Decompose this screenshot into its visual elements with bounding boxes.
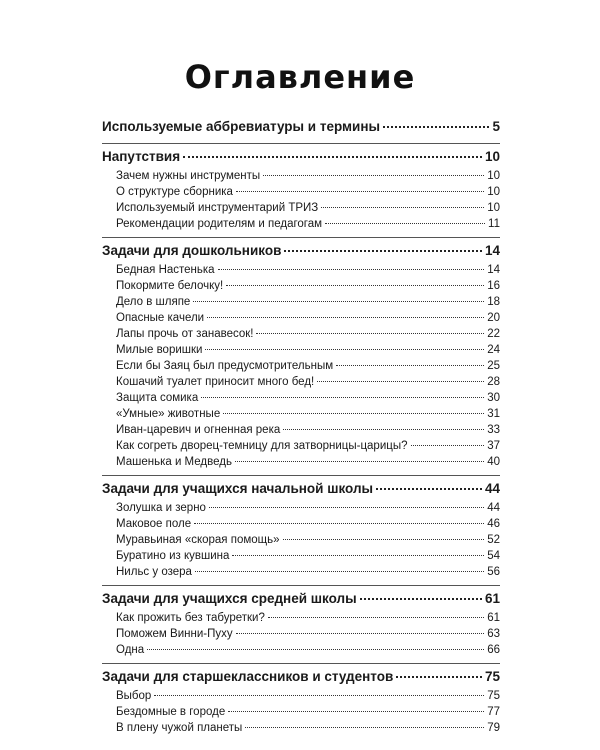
entry-title: Иван-царевич и огненная река <box>116 424 281 436</box>
entry-page-number: 61 <box>487 612 500 624</box>
entry-page-number: 22 <box>487 328 500 340</box>
toc-entry <box>102 612 500 628</box>
entry-title: Одна <box>116 644 145 656</box>
dot-leader <box>376 488 482 490</box>
toc-entry <box>102 440 500 456</box>
entry-title: «Умные» животные <box>116 408 221 420</box>
dot-leader <box>284 250 482 252</box>
dot-leader <box>245 727 484 728</box>
dot-leader <box>218 269 485 270</box>
toc-section-heading <box>102 243 500 264</box>
dot-leader <box>154 695 484 696</box>
entry-title: Милые воришки <box>116 344 203 356</box>
toc-section-heading <box>102 669 500 690</box>
section-title: Используемые аббревиатуры и термины <box>102 119 381 134</box>
entry-page-number: 11 <box>488 218 500 230</box>
dot-leader <box>183 156 482 158</box>
entry-title: Поможем Винни-Пуху <box>116 628 233 640</box>
entry-title: Выбор <box>116 690 152 702</box>
toc-entry <box>102 202 500 218</box>
dot-leader <box>195 571 484 572</box>
entry-page-number: 14 <box>487 264 500 276</box>
section-page-number: 10 <box>484 149 500 164</box>
dot-leader <box>209 507 484 508</box>
toc-entry <box>102 312 500 328</box>
toc-entry <box>102 534 500 550</box>
toc-section-heading <box>102 149 500 170</box>
section-page-number: 75 <box>484 669 500 684</box>
toc-entry <box>102 328 500 344</box>
entry-title: Как прожить без табуретки? <box>116 612 265 624</box>
entry-title: Если бы Заяц был предусмотрительным <box>116 360 334 372</box>
entry-title: Зачем нужны инструменты <box>116 170 261 182</box>
dot-leader <box>193 301 484 302</box>
toc-entry <box>102 408 500 424</box>
entry-page-number: 56 <box>487 566 500 578</box>
dot-leader <box>283 429 484 430</box>
entry-title: Бедная Настенька <box>116 264 215 276</box>
entry-page-number: 63 <box>487 628 500 640</box>
entry-title: Нильс у озера <box>116 566 192 578</box>
dot-leader <box>207 317 484 318</box>
toc-entry <box>102 186 500 202</box>
dot-leader <box>283 539 485 540</box>
toc-entry <box>102 566 500 582</box>
entry-title: Бездомные в городе <box>116 706 226 718</box>
dot-leader <box>205 349 484 350</box>
page-title: Оглавление <box>184 58 416 96</box>
toc-entry <box>102 502 500 518</box>
entry-title: Кошачий туалет приносит много бед! <box>116 376 315 388</box>
dot-leader <box>263 175 484 176</box>
entry-page-number: 10 <box>487 170 500 182</box>
toc-entry <box>102 344 500 360</box>
entry-title: Лапы прочь от занавесок! <box>116 328 254 340</box>
entry-page-number: 66 <box>487 644 500 656</box>
entry-title: Покормите белочку! <box>116 280 224 292</box>
entry-page-number: 33 <box>487 424 500 436</box>
toc-entry <box>102 690 500 706</box>
entry-page-number: 30 <box>487 392 500 404</box>
dot-leader <box>268 617 484 618</box>
dot-leader <box>317 381 484 382</box>
toc-section-heading <box>102 119 500 140</box>
dot-leader <box>383 126 489 128</box>
entry-title: Машенька и Медведь <box>116 456 232 468</box>
dot-leader <box>321 207 484 208</box>
toc-entry <box>102 264 500 280</box>
entry-title: О структуре сборника <box>116 186 233 198</box>
entry-page-number: 40 <box>487 456 500 468</box>
dot-leader <box>232 555 484 556</box>
entry-page-number: 75 <box>487 690 500 702</box>
toc-entry <box>102 722 500 738</box>
section-title: Напутствия <box>102 149 181 164</box>
toc-entry <box>102 628 500 644</box>
section-page-number: 44 <box>484 481 500 496</box>
toc-entry <box>102 170 500 186</box>
toc-section-heading <box>102 481 500 502</box>
dot-leader <box>226 285 484 286</box>
entry-title: Золушка и зерно <box>116 502 206 514</box>
entry-page-number: 16 <box>487 280 500 292</box>
entry-title: Буратино из кувшина <box>116 550 230 562</box>
dot-leader <box>228 711 484 712</box>
toc-entry <box>102 424 500 440</box>
entry-page-number: 44 <box>487 502 500 514</box>
toc-section <box>102 591 500 664</box>
toc-entry <box>102 360 500 376</box>
toc-entry <box>102 296 500 312</box>
toc-section <box>102 149 500 238</box>
toc-entry <box>102 280 500 296</box>
entry-page-number: 52 <box>487 534 500 546</box>
section-page-number: 5 <box>492 119 500 134</box>
section-title: Задачи для старшеклассников и студентов <box>102 669 394 684</box>
toc-section <box>102 481 500 586</box>
entry-page-number: 20 <box>487 312 500 324</box>
dot-leader <box>336 365 484 366</box>
section-title: Задачи для учащихся начальной школы <box>102 481 374 496</box>
toc-section <box>102 243 500 476</box>
dot-leader <box>256 333 484 334</box>
dot-leader <box>325 223 485 224</box>
entry-page-number: 10 <box>487 202 500 214</box>
toc-entry <box>102 456 500 472</box>
dot-leader <box>201 397 484 398</box>
dot-leader <box>223 413 484 414</box>
dot-leader <box>411 445 485 446</box>
toc-entry <box>102 218 500 234</box>
toc-entry <box>102 376 500 392</box>
entry-page-number: 54 <box>487 550 500 562</box>
dot-leader <box>396 676 482 678</box>
toc-entry <box>102 644 500 660</box>
dot-leader <box>147 649 484 650</box>
entry-page-number: 24 <box>487 344 500 356</box>
toc-entry <box>102 518 500 534</box>
dot-leader <box>236 633 485 634</box>
table-of-contents <box>102 118 500 746</box>
dot-leader <box>236 191 484 192</box>
entry-page-number: 79 <box>487 722 500 734</box>
dot-leader <box>360 598 482 600</box>
toc-section <box>102 119 500 144</box>
entry-page-number: 46 <box>487 518 500 530</box>
entry-page-number: 10 <box>487 186 500 198</box>
toc-entry <box>102 550 500 566</box>
entry-page-number: 37 <box>487 440 500 452</box>
toc-section <box>102 669 500 741</box>
entry-title: В плену чужой планеты <box>116 722 243 734</box>
toc-section-heading <box>102 591 500 612</box>
entry-title: Защита сомика <box>116 392 199 404</box>
dot-leader <box>194 523 484 524</box>
dot-leader <box>235 461 484 462</box>
entry-page-number: 25 <box>487 360 500 372</box>
entry-title: Как согреть дворец-темницу для затворницы-царицы? <box>116 440 408 452</box>
entry-title: Маковое поле <box>116 518 192 530</box>
toc-entry <box>102 392 500 408</box>
entry-title: Муравьиная «скорая помощь» <box>116 534 280 546</box>
section-page-number: 61 <box>484 591 500 606</box>
entry-page-number: 18 <box>487 296 500 308</box>
section-title: Задачи для дошкольников <box>102 243 282 258</box>
toc-entry <box>102 706 500 722</box>
entry-title: Опасные качели <box>116 312 205 324</box>
section-page-number: 14 <box>484 243 500 258</box>
entry-title: Рекомендации родителям и педагогам <box>116 218 323 230</box>
entry-title: Используемый инструментарий ТРИЗ <box>116 202 319 214</box>
entry-page-number: 28 <box>487 376 500 388</box>
section-title: Задачи для учащихся средней школы <box>102 591 357 606</box>
entry-title: Дело в шляпе <box>116 296 191 308</box>
entry-page-number: 77 <box>487 706 500 718</box>
entry-page-number: 31 <box>487 408 500 420</box>
